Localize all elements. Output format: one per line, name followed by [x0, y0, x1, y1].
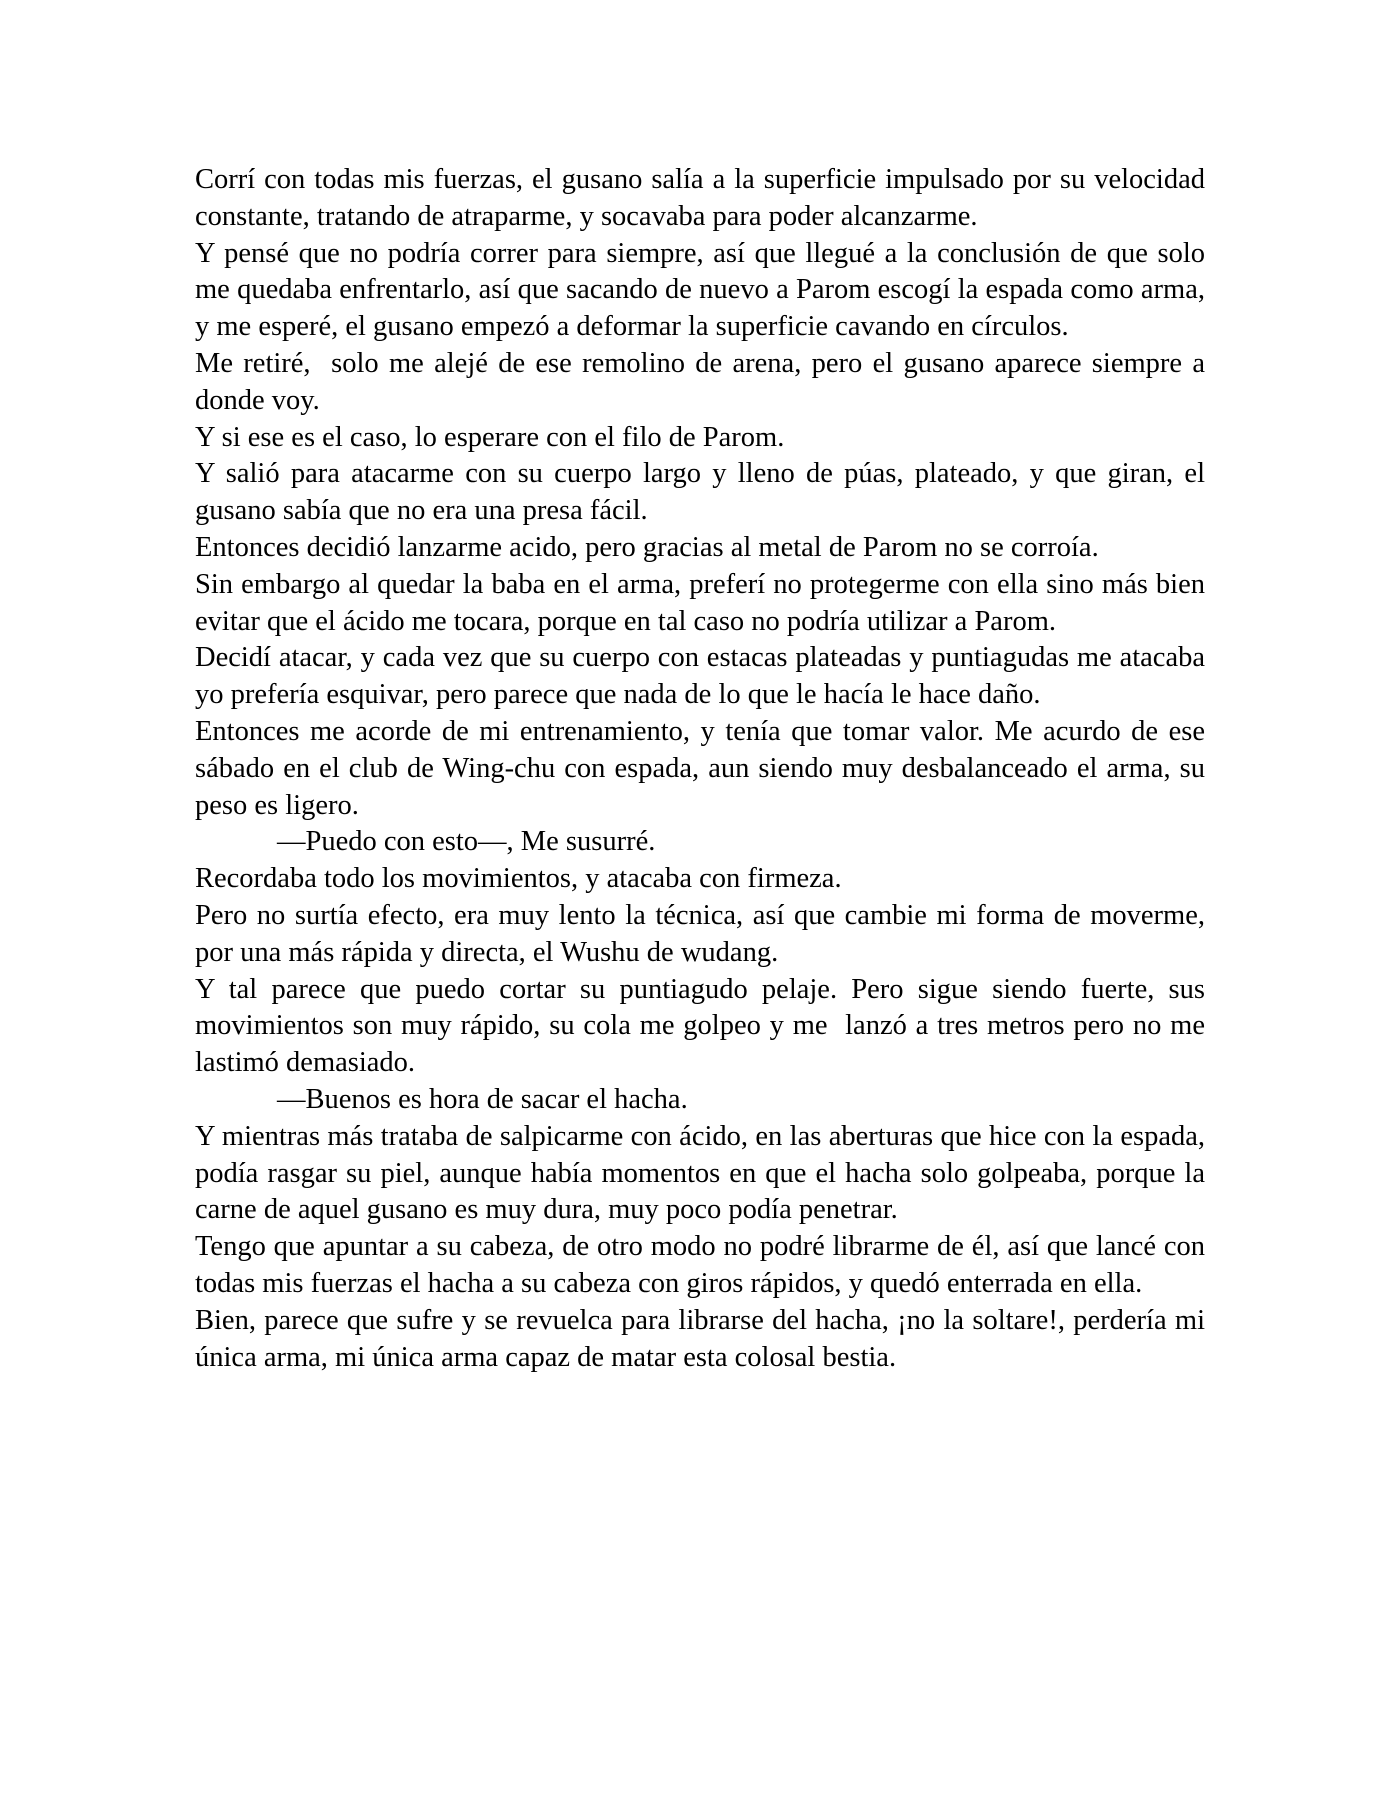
- body-text: [195, 162, 1213, 1376]
- paragraph: Entonces decidió lanzarme acido, pero gracias al metal de Parom no se corroía.: [195, 531, 1099, 563]
- paragraph: Y pensé que no podría correr para siempre, así que llegué a la conclusión de que solo me quedaba enfrentarlo, así que sacando de nuevo a Parom escogí la espada como arma, y me esperé, el gusano empezó a deformar la superficie cavando en círculos.: [195, 237, 1205, 343]
- dialogue-line: —Puedo con esto—, Me susurré.: [277, 826, 656, 858]
- paragraph: Y salió para atacarme con su cuerpo largo y lleno de púas, plateado, y que giran, el gusano sabía que no era una presa fácil.: [195, 458, 1205, 527]
- paragraph: Entonces me acorde de mi entrenamiento, y tenía que tomar valor. Me acurdo de ese sábado en el club de Wing-chu con espada, aun siendo muy desbalanceado el arma, su peso es ligero.: [195, 715, 1205, 821]
- paragraph: Bien, parece que sufre y se revuelca para librarse del hacha, ¡no la soltare!, perdería mi única arma, mi única arma capaz de matar esta colosal bestia.: [195, 1304, 1205, 1373]
- paragraph: Y si ese es el caso, lo esperare con el filo de Parom.: [195, 421, 785, 453]
- paragraph: Tengo que apuntar a su cabeza, de otro modo no podré librarme de él, así que lancé con todas mis fuerzas el hacha a su cabeza con giros rápidos, y quedó enterrada en ella.: [195, 1231, 1205, 1299]
- paragraph: Y mientras más trataba de salpicarme con ácido, en las aberturas que hice con la espada, podía rasgar su piel, aunque había momentos en que el hacha solo golpeaba, porque la carne de aquel gusano es muy dura, muy poco podía penetrar.: [195, 1120, 1205, 1226]
- dialogue-line: —Buenos es hora de sacar el hacha.: [277, 1083, 688, 1115]
- paragraph: Y tal parece que puedo cortar su puntiagudo pelaje. Pero sigue siendo fuerte, sus movimientos son muy rápido, su cola me golpeo y me lanzó a tres metros pero no me lastimó demasiado.: [195, 973, 1213, 1079]
- paragraph: Me retiré, solo me alejé de ese remolino de arena, pero el gusano aparece siempre a donde voy.: [195, 347, 1213, 416]
- paragraph: Sin embargo al quedar la baba en el arma, preferí no protegerme con ella sino más bien evitar que el ácido me tocara, porque en tal caso no podría utilizar a Parom.: [195, 568, 1205, 637]
- paragraph: Decidí atacar, y cada vez que su cuerpo con estacas plateadas y puntiagudas me atacaba yo prefería esquivar, pero parece que nada de lo que le hacía le hace daño.: [195, 642, 1205, 711]
- paragraph: Recordaba todo los movimientos, y atacaba con firmeza.: [195, 863, 842, 895]
- paragraph: Pero no surtía efecto, era muy lento la técnica, así que cambie mi forma de moverme, por una más rápida y directa, el Wushu de wudang.: [195, 899, 1205, 968]
- paragraph: Corrí con todas mis fuerzas, el gusano salía a la superficie impulsado por su velocidad constante, tratando de atraparme, y socavaba para poder alcanzarme.: [195, 164, 1205, 232]
